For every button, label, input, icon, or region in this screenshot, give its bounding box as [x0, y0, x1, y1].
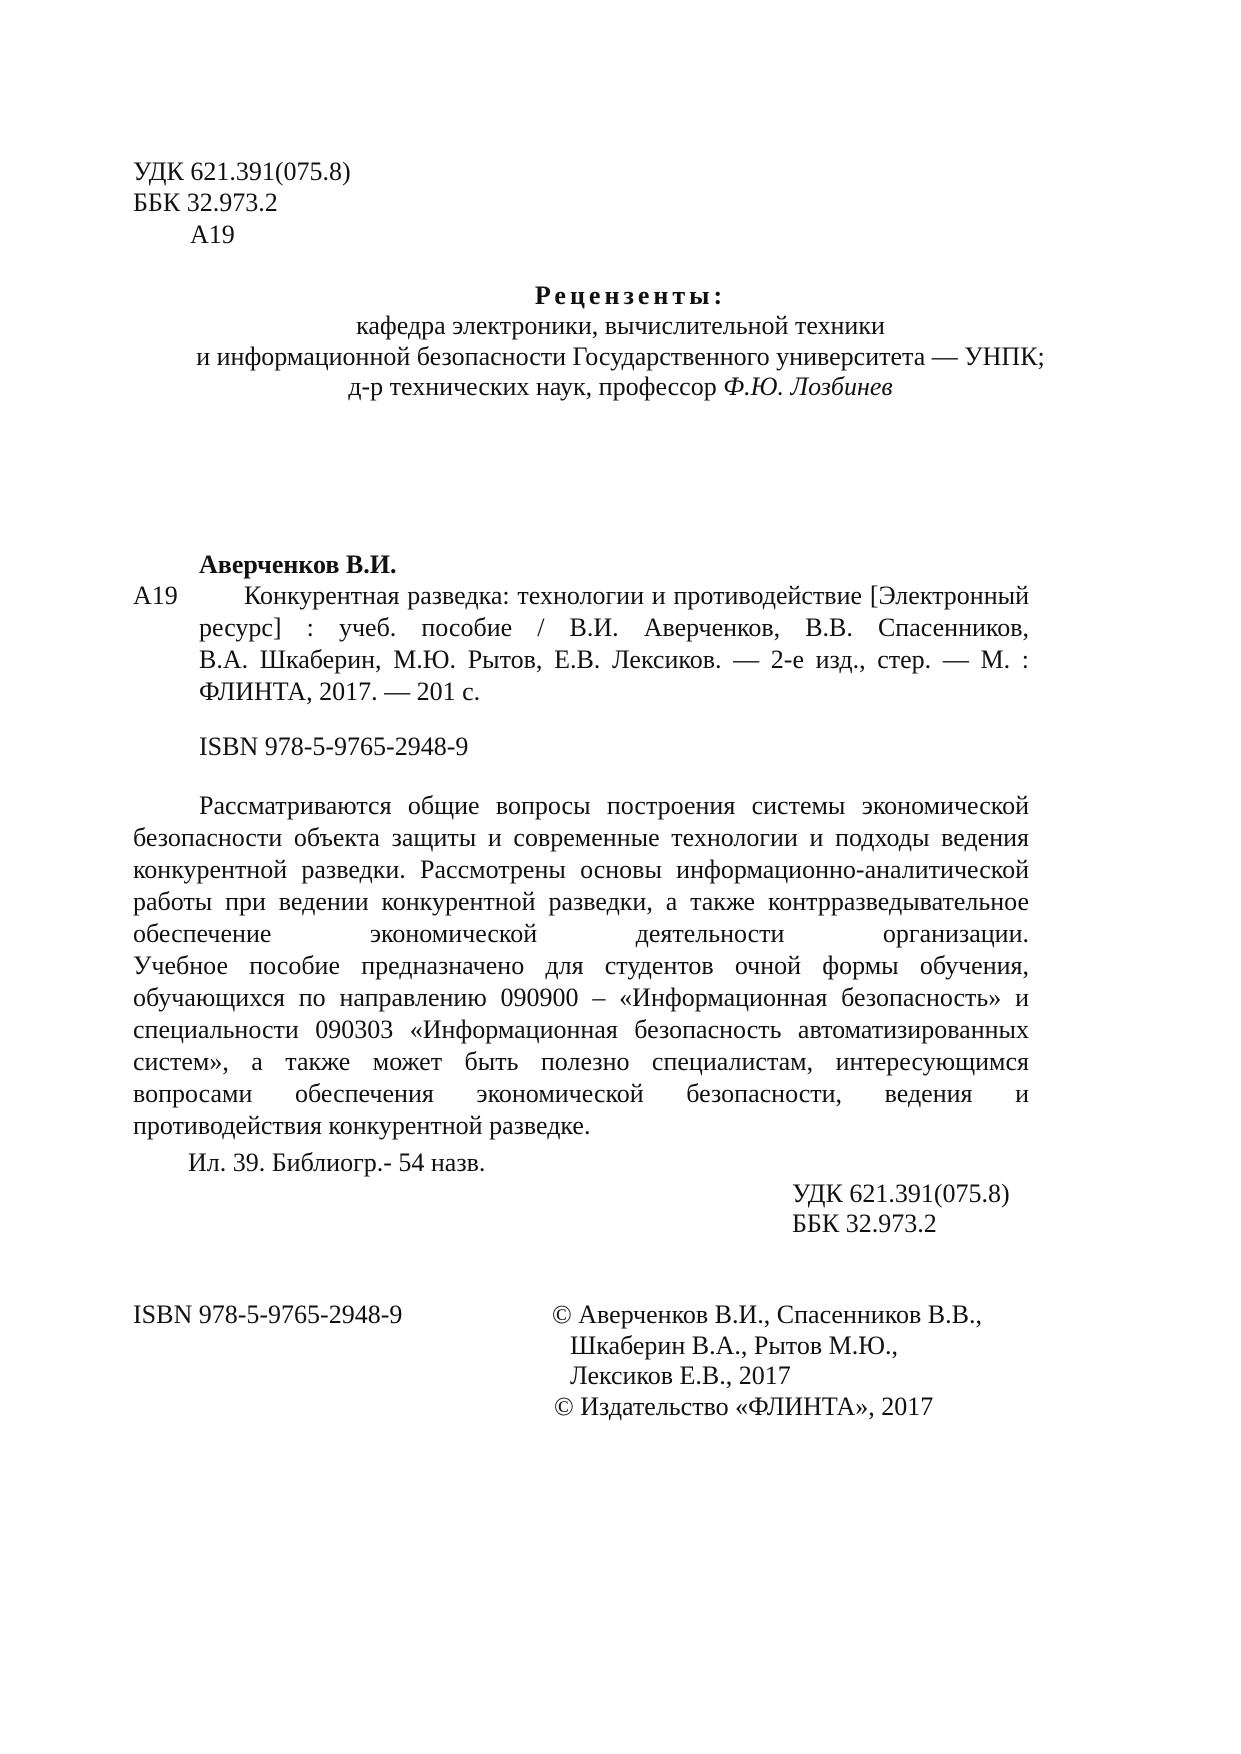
copyright-isbn: ISBN 978-5-9765-2948-9: [133, 1300, 403, 1329]
copyright-line-3: Лексиков Е.В., 2017: [570, 1361, 791, 1390]
abstract-line: обеспечение экономической деятельности организации.: [133, 919, 1029, 948]
header-bbk: ББК 32.973.2: [133, 188, 278, 217]
header-udk: УДК 621.391(075.8): [133, 157, 351, 186]
abstract: [133, 790, 1029, 1142]
abstract-line: конкурентной разведки. Рассмотрены основы информационно-аналитической: [133, 855, 1029, 884]
bib-line: В.А. Шкаберин, М.Ю. Рытов, Е.В. Лексиков. — 2-е изд., стер. — М. :: [199, 645, 1029, 674]
footer-bbk: ББК 32.973.2: [792, 1209, 937, 1238]
abstract-line: противодействия конкурентной разведке.: [133, 1111, 591, 1140]
abstract-line: работы при ведении конкурентной разведки, а также контрразведывательное: [133, 887, 1029, 916]
abstract-line: специальности 090303 «Информационная безопасность автоматизированных: [133, 1015, 1029, 1044]
reviewers-line-2: и информационной безопасности Государственного университета — УНПК;: [196, 342, 1045, 371]
reviewers-line-3: [0, 371, 1241, 403]
copyright-line-2: Шкаберин В.А., Рытов М.Ю.,: [570, 1331, 898, 1360]
abstract-line: систем», а также может быть полезно специалистам, интересующимся: [133, 1047, 1029, 1076]
bib-line: ФЛИНТА, 2017. — 201 с.: [199, 677, 481, 706]
bib-line: Конкурентная разведка: технологии и противодействие [Электронный: [244, 581, 1029, 610]
bib-code: А19: [133, 581, 178, 610]
abstract-line: Учебное пособие предназначено для студентов очной формы обучения,: [133, 951, 1029, 980]
abstract-line: безопасности объекта защиты и современные технологии и подходы ведения: [133, 823, 1029, 852]
reviewer-name: Ф.Ю. Лозбинев: [723, 372, 893, 401]
reviewers-line-1: кафедра электроники, вычислительной техники: [356, 311, 885, 340]
illustrations-note: Ил. 39. Библиогр.- 54 назв.: [188, 1148, 486, 1177]
reviewers-title: Рецензенты:: [534, 281, 727, 310]
bib-author: Аверченков В.И.: [199, 550, 397, 579]
bib-description: [199, 580, 1029, 708]
bib-isbn: ISBN 978-5-9765-2948-9: [199, 732, 469, 761]
abstract-line: обучающихся по направлению 090900 – «Информационная безопасность» и: [133, 983, 1029, 1012]
abstract-line: Рассматриваются общие вопросы построения системы экономической: [199, 791, 1029, 820]
header-code: А19: [190, 220, 235, 249]
copyright-line-1: © Аверченков В.И., Спасенников В.В.,: [552, 1300, 982, 1329]
bib-line: ресурс] : учеб. пособие / В.И. Аверченков, В.В. Спасенников,: [199, 613, 1029, 642]
copyright-line-4: © Издательство «ФЛИНТА», 2017: [554, 1392, 934, 1421]
footer-udk: УДК 621.391(075.8): [792, 1179, 1010, 1208]
reviewers-line-3-prefix: д-р технических наук, профессор: [348, 372, 724, 401]
abstract-line: вопросами обеспечения экономической безопасности, ведения и: [133, 1079, 1029, 1108]
